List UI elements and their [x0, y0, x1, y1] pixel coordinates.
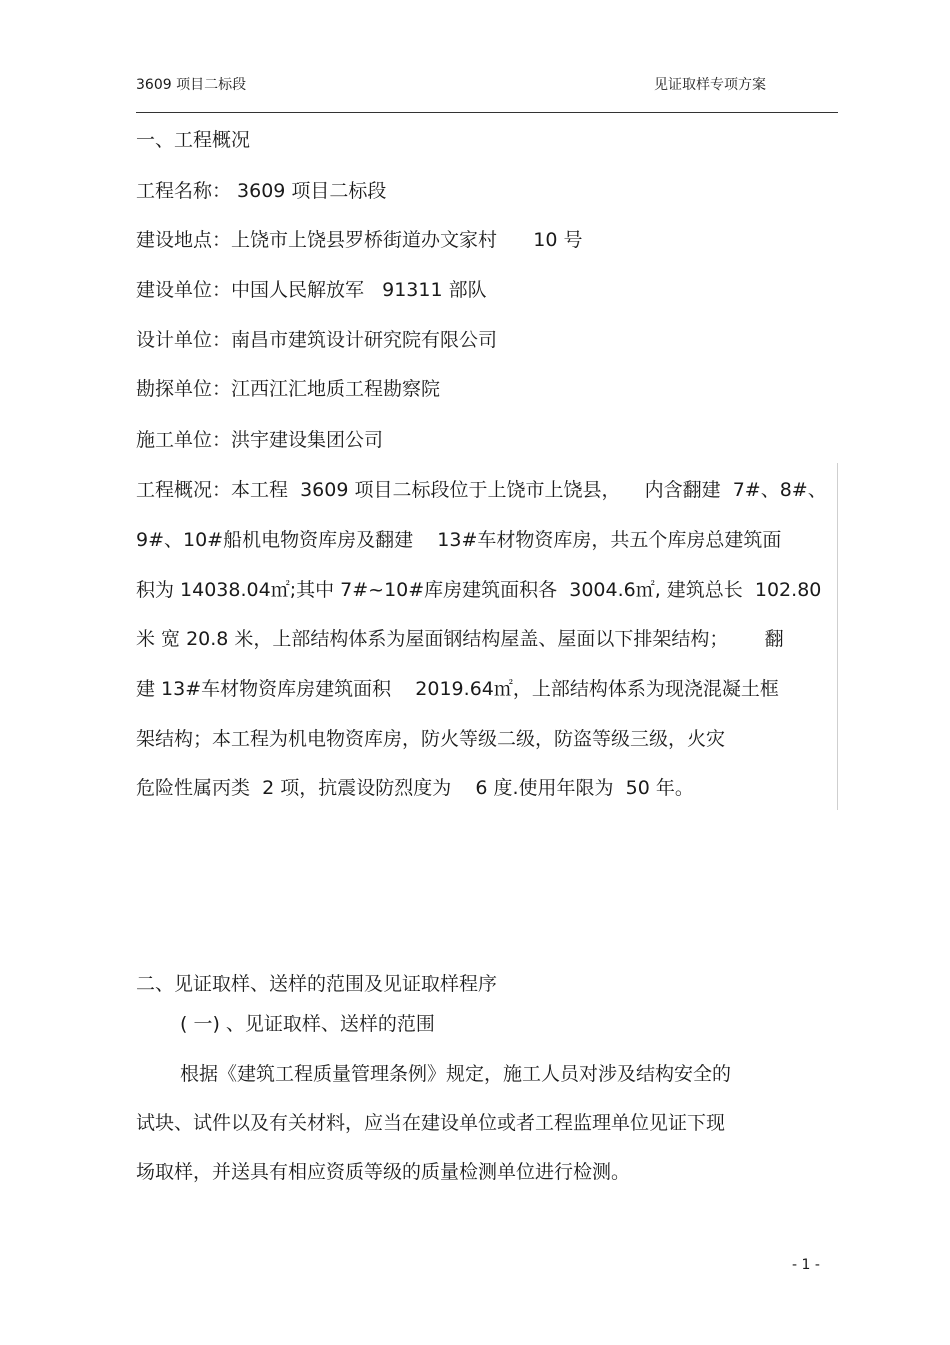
paragraph-line: 场取样，并送具有相应资质等级的质量检测单位进行检测。 — [136, 1161, 631, 1183]
page-number: - 1 - — [792, 1257, 820, 1273]
field-survey-unit: 勘探单位：江西江汇地质工程勘察院 — [136, 378, 441, 400]
header-divider — [136, 112, 838, 113]
overview-line: 建 13#车材物资库房建筑面积 2019.64㎡，上部结构体系为现浇混凝土框 — [136, 678, 779, 700]
field-construction-unit: 建设单位：中国人民解放军 91311 部队 — [136, 279, 487, 301]
section-2-subheading: ( 一) 、见证取样、送样的范围 — [180, 1013, 435, 1035]
field-contractor: 施工单位：洪宇建设集团公司 — [136, 429, 384, 451]
field-design-unit: 设计单位：南昌市建筑设计研究院有限公司 — [136, 329, 498, 351]
header-project-name: 3609 项目二标段 — [136, 77, 247, 93]
overview-line: 危险性属丙类 2 项，抗震设防烈度为 6 度.使用年限为 50 年。 — [136, 777, 694, 799]
section-1-heading: 一、工程概况 — [136, 129, 251, 151]
paragraph-line: 根据《建筑工程质量管理条例》规定，施工人员对涉及结构安全的 — [180, 1063, 732, 1085]
overview-line: 架结构；本工程为机电物资库房，防火等级二级，防盗等级三级，火灾 — [136, 728, 726, 750]
field-construction-site: 建设地点：上饶市上饶县罗桥街道办文家村 10 号 — [136, 229, 583, 251]
overview-line: 米 宽 20.8 米，上部结构体系为屋面钢结构屋盖、屋面以下排架结构； 翻 — [136, 628, 784, 650]
field-project-name: 工程名称： 3609 项目二标段 — [136, 180, 387, 202]
section-2-heading: 二、见证取样、送样的范围及见证取样程序 — [136, 973, 498, 995]
margin-rule — [837, 463, 838, 810]
overview-line: 9#、10#船机电物资库房及翻建 13#车材物资库房，共五个库房总建筑面 — [136, 529, 782, 551]
header-document-title: 见证取样专项方案 — [654, 77, 766, 93]
overview-line: 工程概况：本工程 3609 项目二标段位于上饶市上饶县， 内含翻建 7#、8#、 — [136, 479, 827, 501]
paragraph-line: 试块、试件以及有关材料，应当在建设单位或者工程监理单位见证下现 — [136, 1112, 726, 1134]
overview-line: 积为 14038.04㎡;其中 7#~10#库房建筑面积各 3004.6㎡, 建筑总长 102.80 — [136, 579, 822, 601]
